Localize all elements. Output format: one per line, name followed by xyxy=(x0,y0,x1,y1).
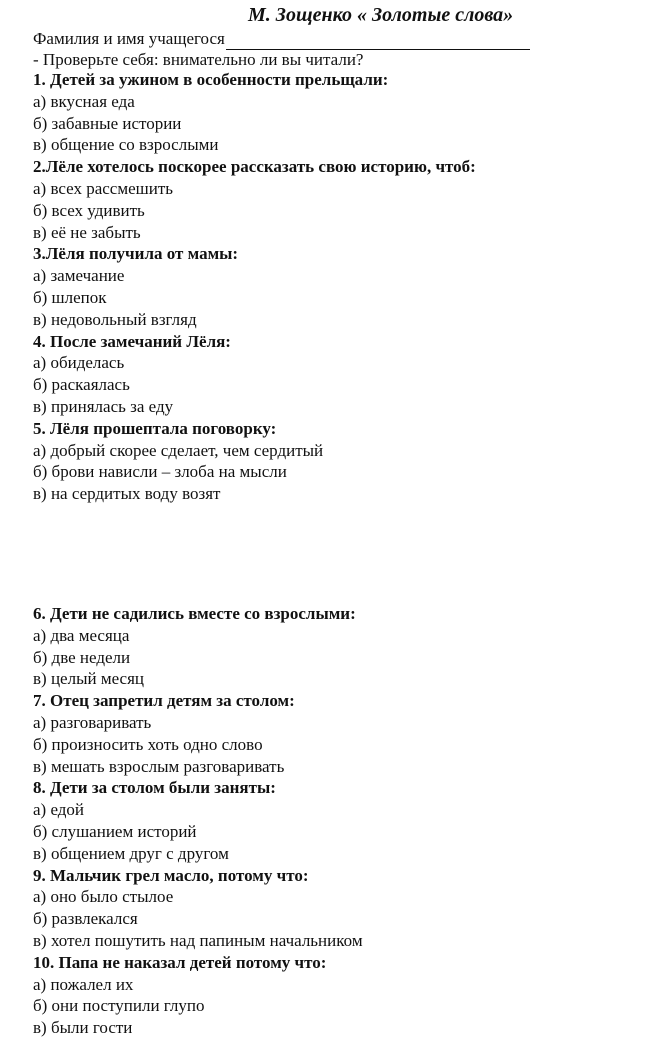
question-title: 6. Дети не садились вместе со взрослыми: xyxy=(33,604,356,623)
answer-option: б) произносить хоть одно слово xyxy=(33,734,263,754)
question-block xyxy=(33,331,633,418)
answer-option: б) они поступили глупо xyxy=(33,996,205,1016)
answer-option: б) развлекался xyxy=(33,909,138,929)
question-title: 1. Детей за ужином в особенности прельщали: xyxy=(33,70,389,89)
student-name-blank-line[interactable] xyxy=(226,32,530,50)
answer-option: а) оно было стылое xyxy=(33,887,174,907)
student-name-row xyxy=(33,28,530,50)
answer-option: б) раскаялась xyxy=(33,375,130,395)
question-block xyxy=(33,69,633,156)
question-block xyxy=(33,603,633,690)
answer-option: а) два месяца xyxy=(33,625,130,645)
answer-option: а) всех рассмешить xyxy=(33,178,174,198)
answer-option: в) общение со взрослыми xyxy=(33,135,219,155)
instruction-text: - Проверьте себя: внимательно ли вы читали? xyxy=(33,50,364,69)
answer-option: в) целый месяц xyxy=(33,669,145,689)
answer-option: в) на сердитых воду возят xyxy=(33,484,221,504)
answer-option: б) забавные истории xyxy=(33,113,182,133)
answer-option: в) были гости xyxy=(33,1018,133,1038)
document-title: М. Зощенко « Золотые слова» xyxy=(248,4,514,26)
question-title: 5. Лёля прошептала поговорку: xyxy=(33,418,277,438)
question-title: 9. Мальчик грел масло, потому что: xyxy=(33,865,309,885)
answer-option: в) хотел пошутить над папиным начальником xyxy=(33,930,363,950)
answer-option: а) едой xyxy=(33,800,85,820)
question-block xyxy=(33,690,633,777)
question-title: 8. Дети за столом были заняты: xyxy=(33,778,276,798)
answer-option: а) замечание xyxy=(33,266,125,286)
question-title: 4. После замечаний Лёля: xyxy=(33,331,231,351)
question-title: 10. Папа не наказал детей потому что: xyxy=(33,952,327,972)
question-block xyxy=(33,865,633,952)
answer-option: б) две недели xyxy=(33,647,131,667)
answer-option: а) вкусная еда xyxy=(33,91,135,111)
answer-option: а) добрый скорее сделает, чем сердитый xyxy=(33,440,324,460)
question-title: 2.Лёле хотелось поскорее рассказать свою историю, чтоб: xyxy=(33,157,476,177)
question-block xyxy=(33,156,633,243)
question-block xyxy=(33,418,633,505)
question-block xyxy=(33,777,633,864)
answer-option: б) брови нависли – злоба на мысли xyxy=(33,462,287,482)
answer-option: в) общением друг с другом xyxy=(33,843,229,863)
answer-option: б) шлепок xyxy=(33,287,107,307)
question-block xyxy=(33,952,633,1039)
answer-option: в) её не забыть xyxy=(33,222,141,242)
answer-option: в) мешать взрослым разговаривать xyxy=(33,756,285,776)
questions-section-1 xyxy=(33,69,633,505)
answer-option: а) разговаривать xyxy=(33,712,152,732)
question-title: 7. Отец запретил детям за столом: xyxy=(33,691,295,711)
answer-option: в) недовольный взгляд xyxy=(33,309,197,329)
answer-option: в) принялась за еду xyxy=(33,396,174,416)
questions-section-2 xyxy=(33,603,633,1039)
answer-option: б) всех удивить xyxy=(33,200,145,220)
answer-option: а) пожалел их xyxy=(33,974,134,994)
answer-option: б) слушанием историй xyxy=(33,821,197,841)
question-block xyxy=(33,243,633,330)
answer-option: а) обиделась xyxy=(33,353,125,373)
question-title: 3.Лёля получила от мамы: xyxy=(33,244,239,264)
student-name-label: Фамилия и имя учащегося xyxy=(33,29,225,48)
